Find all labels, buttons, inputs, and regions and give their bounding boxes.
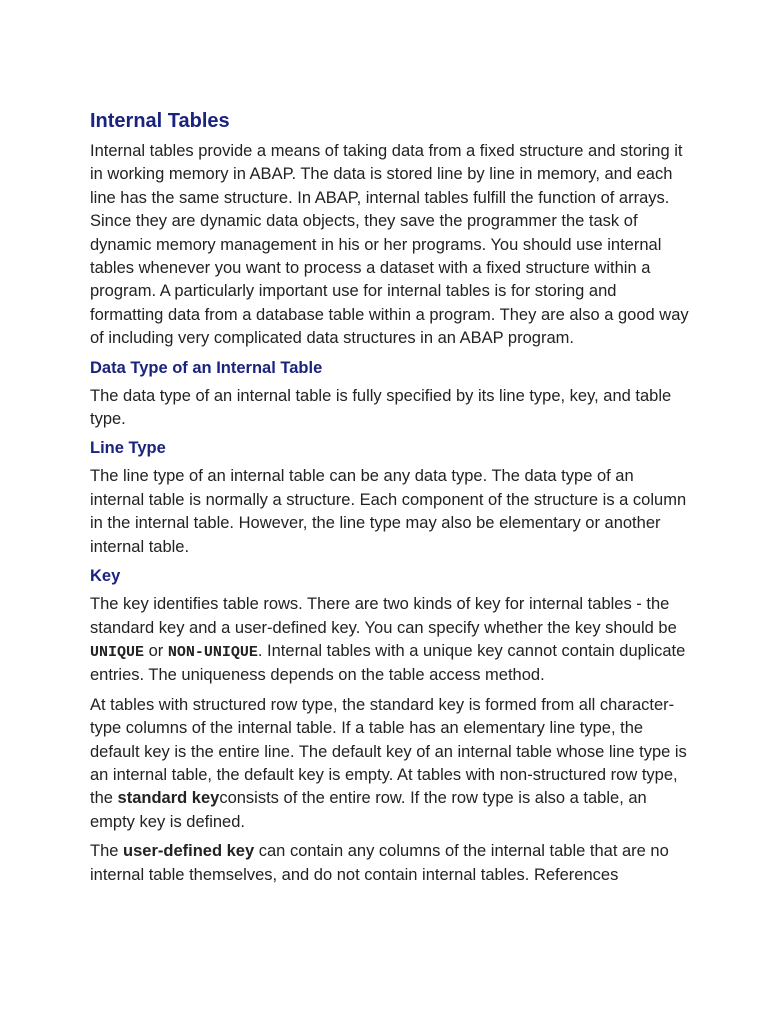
key-p2-text-b: consists of the entire row. If the row type is also a table, an empty key is defined. — [90, 789, 647, 831]
heading-key: Key — [90, 567, 121, 586]
user-defined-key-term: user-defined key — [123, 842, 255, 861]
data-type-paragraph: The data type of an internal table is fully specified by its line type, key, and table type. — [90, 386, 672, 429]
code-unique: UNIQUE — [90, 643, 145, 661]
key-p1-text-a: The key identifies table rows. There are two kinds of key for internal tables - the standard key and a user-defined key. You can specify whether the key should be — [90, 595, 677, 637]
heading-data-type: Data Type of an Internal Table — [90, 358, 323, 377]
key-paragraph-2 — [90, 694, 690, 834]
page-title: Internal Tables — [90, 110, 230, 132]
code-non-unique: NON-UNIQUE — [167, 643, 258, 661]
key-p3-text-a: The — [90, 842, 124, 861]
intro-paragraph: Internal tables provide a means of taking data from a fixed structure and storing it in working memory in ABAP. The data is stored line by line in memory, and each line has the same structure. In ABAP, internal tables fulfill the function of arrays. Since they are dynamic data objects, they save the programmer the task of dynamic memory management in his or her programs. You should use internal tables whenever you want to process a dataset with a fixed structure within a program. A particularly important use for internal tables is for storing and formatting data from a database table within a program. They are also a good way of including very complicated data structures in an ABAP program. — [90, 142, 689, 348]
key-paragraph-3 — [90, 840, 690, 887]
key-p1-text-b: or — [144, 641, 168, 660]
standard-key-term: standard key — [117, 789, 220, 808]
key-p1-text-c: . Internal tables with a unique key cannot contain duplicate entries. The uniqueness depends on the table access method. — [90, 641, 686, 685]
key-p3-text-b: can contain any columns of the internal table that are no internal table themselves, and do not contain internal tables. References — [90, 842, 669, 884]
document-page — [90, 108, 690, 893]
heading-line-type: Line Type — [90, 439, 166, 458]
key-p2-text-a: At tables with structured row type, the standard key is formed from all character-type columns of the internal table. If a table has an elementary line type, the default key is the entire line. The default key of an internal table whose line type is an internal table, the default key is empty. At tables with non-structured row type, the — [90, 695, 687, 808]
key-paragraph-1 — [90, 593, 690, 688]
line-type-paragraph: The line type of an internal table can be any data type. The data type of an internal table is normally a structure. Each component of the structure is a column in the internal table. However, the line type may also be elementary or another internal table. — [90, 467, 687, 556]
